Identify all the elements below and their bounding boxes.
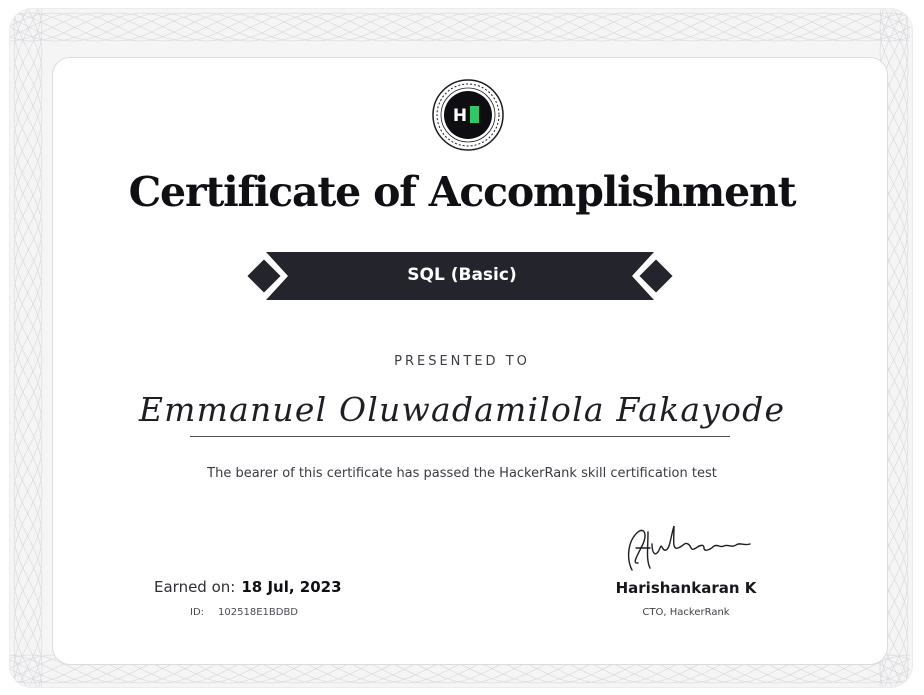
- guilloche-line: [10, 13, 910, 41]
- guilloche-line: [10, 13, 910, 41]
- guilloche-line: [10, 13, 910, 41]
- name-underline: [190, 436, 730, 437]
- certificate-description: The bearer of this certificate has passed the HackerRank skill certification test: [207, 466, 717, 481]
- signature-image: [618, 518, 758, 578]
- signatory-name: Harishankaran K: [615, 579, 757, 597]
- hackerrank-logo-icon: [432, 79, 504, 151]
- recipient-name: Emmanuel Oluwadamilola Fakayode: [138, 390, 786, 429]
- guilloche-line: [10, 13, 910, 41]
- id-value: 102518E1BDBD: [218, 607, 299, 618]
- guilloche-line: [14, 9, 42, 687]
- certificate-title: Certificate of Accomplishment: [128, 168, 796, 216]
- guilloche-line: [10, 13, 910, 41]
- guilloche-line: [10, 13, 910, 41]
- guilloche-line: [10, 13, 910, 41]
- certificate-id: [190, 607, 298, 618]
- guilloche-line: [14, 9, 42, 687]
- guilloche-line: [14, 9, 42, 687]
- presented-to-label: PRESENTED TO: [394, 354, 530, 369]
- guilloche-line: [10, 13, 910, 41]
- earned-label: Earned on:: [154, 578, 236, 596]
- logo-letter: H: [452, 106, 468, 126]
- guilloche-line: [14, 9, 42, 687]
- guilloche-line: [14, 9, 42, 687]
- guilloche-line: [14, 9, 42, 687]
- guilloche-line: [14, 9, 42, 687]
- earned-date: 18 Jul, 2023: [241, 578, 342, 596]
- skill-label: SQL (Basic): [407, 265, 517, 285]
- id-label: ID:: [190, 607, 205, 618]
- signatory-role: CTO, HackerRank: [642, 607, 730, 618]
- guilloche-line: [14, 9, 42, 687]
- earned-on: [154, 578, 342, 596]
